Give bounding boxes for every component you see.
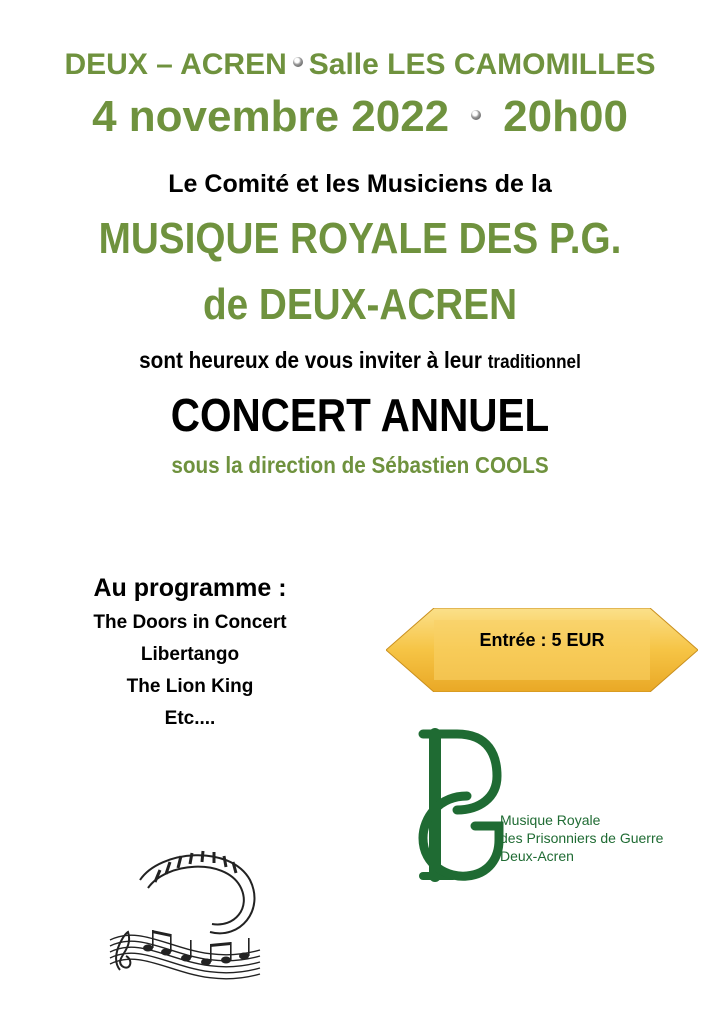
event-time: 20h00 — [503, 92, 628, 141]
pg-monogram-logo — [405, 726, 505, 890]
program-item: The Doors in Concert — [93, 612, 287, 633]
date-time-line — [0, 92, 720, 142]
entry-price: Entrée : 5 EUR — [479, 630, 605, 650]
intro-text: Le Comité et les Musiciens de la — [168, 170, 552, 198]
entry-badge — [386, 608, 698, 692]
music-notes-icon — [100, 840, 270, 990]
bullet-dot-icon — [471, 110, 481, 120]
band-name-line2: de DEUX-ACREN — [202, 280, 518, 329]
logo-text-line1: Musique Royale — [500, 812, 601, 828]
invite-main: sont heureux de vous inviter à leur — [139, 347, 482, 373]
location-town: DEUX – ACREN — [64, 48, 287, 81]
program-item: Libertango — [140, 644, 240, 665]
location-venue: Salle LES CAMOMILLES — [308, 48, 656, 81]
location-line — [0, 48, 720, 82]
program-heading: Au programme : — [93, 574, 287, 602]
logo-text-line3: Deux-Acren — [500, 848, 574, 864]
concert-title: CONCERT ANNUEL — [170, 389, 550, 441]
program-item: Etc.... — [164, 708, 216, 729]
program-item: The Lion King — [126, 676, 254, 697]
direction-line: sous la direction de Sébastien COOLS — [171, 452, 549, 478]
bullet-dot-icon — [293, 57, 303, 67]
event-date: 4 novembre 2022 — [92, 92, 450, 141]
invite-line — [36, 347, 684, 374]
band-name-line1: MUSIQUE ROYALE DES P.G. — [98, 214, 622, 263]
invite-small: traditionnel — [487, 352, 581, 373]
logo-text-line2: des Prisonniers de Guerre — [500, 830, 664, 846]
